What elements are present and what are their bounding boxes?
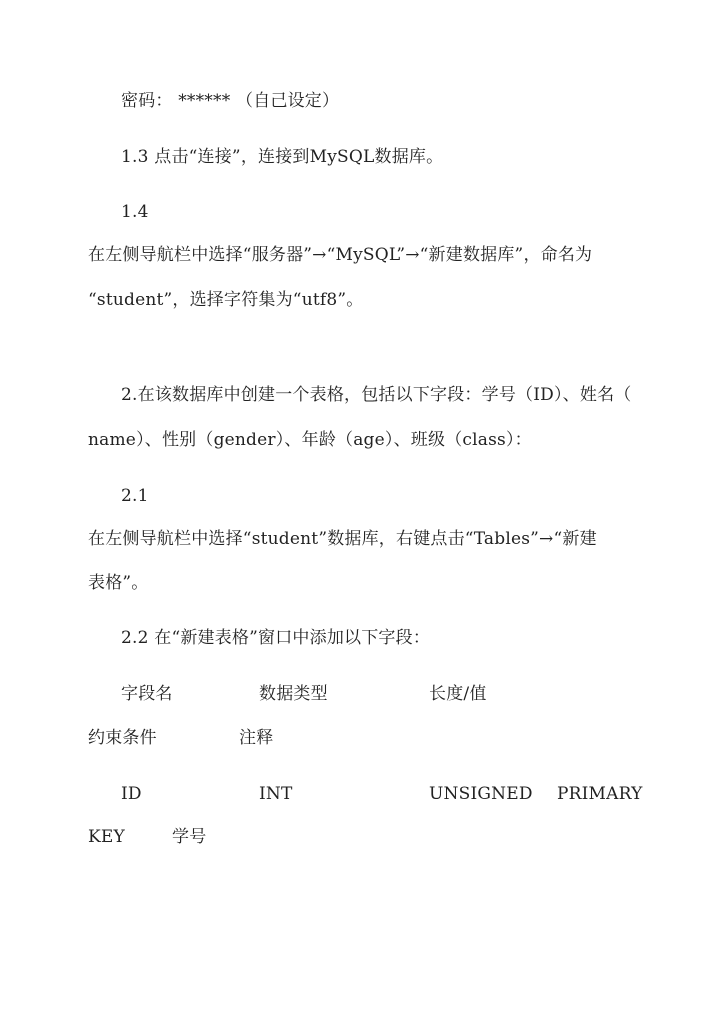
step-2-1-number: 2.1 [121, 486, 149, 506]
row-constraint-continued: KEY [88, 827, 125, 847]
row-field-name: ID [121, 784, 142, 804]
step-2-heading: 2.在该数据库中创建一个表格，包括以下字段：学号（ID）、姓名（ [121, 385, 632, 405]
step-1-4-text-continued: “student”，选择字符集为“utf8”。 [88, 290, 364, 310]
row-data-type: INT [259, 784, 293, 804]
step-2-1-text-continued: 表格”。 [88, 573, 149, 593]
header-data-type: 数据类型 [259, 684, 328, 704]
step-1-3: 1.3 点击“连接”，连接到MySQL数据库。 [121, 147, 444, 167]
row-constraint: PRIMARY [557, 784, 643, 804]
step-2-1-text: 在左侧导航栏中选择“student”数据库，右键点击“Tables”→“新建 [88, 529, 597, 549]
header-constraint: 约束条件 [88, 728, 157, 748]
row-comment: 学号 [172, 827, 207, 847]
step-2-2: 2.2 在“新建表格”窗口中添加以下字段： [121, 628, 431, 648]
step-1-4-number: 1.4 [121, 202, 149, 222]
header-comment: 注释 [239, 728, 274, 748]
password-line: 密码： ****** （自己设定） [121, 91, 340, 111]
step-2-heading-continued: name）、性别（gender）、年龄（age）、班级（class）： [88, 430, 532, 450]
header-length: 长度/值 [429, 684, 487, 704]
header-field-name: 字段名 [121, 684, 173, 704]
row-length: UNSIGNED [429, 784, 533, 804]
step-1-4-text: 在左侧导航栏中选择“服务器”→“MySQL”→“新建数据库”，命名为 [88, 245, 593, 265]
